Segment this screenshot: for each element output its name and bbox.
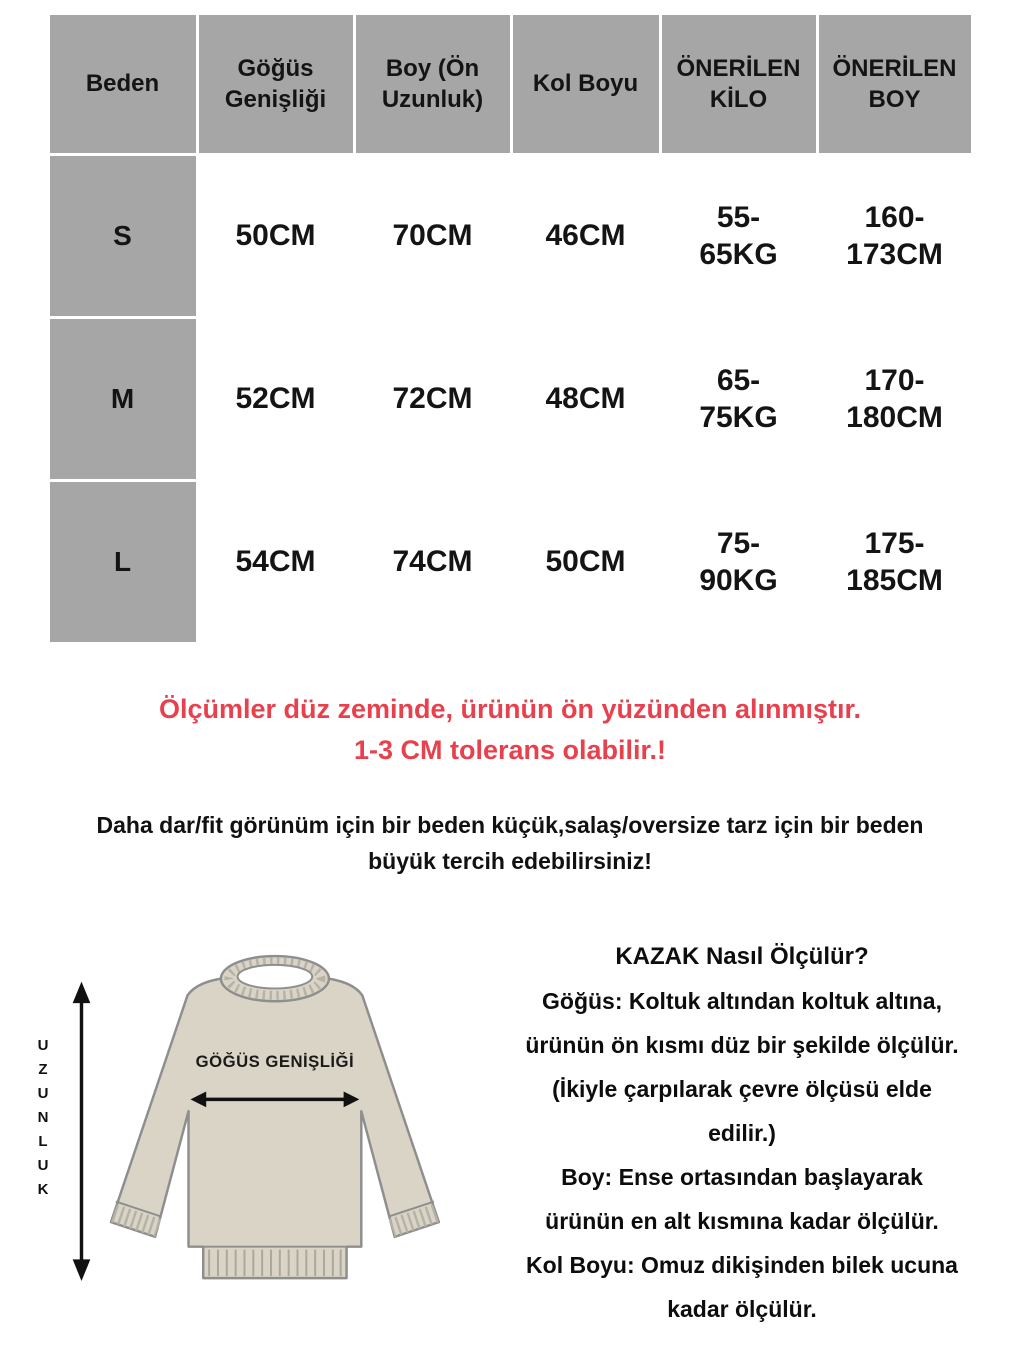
guide-line: Kol Boyu: Omuz dikişinden bilek ucuna	[526, 1252, 958, 1279]
guide-line: edilir.)	[708, 1120, 776, 1147]
header-suggested-weight: ÖNERİLEN KİLO	[662, 15, 816, 153]
chest-value-cell: 52CM	[199, 319, 353, 479]
sleeve-value-cell: 50CM	[513, 482, 659, 642]
guide-line: Boy: Ense ortasından başlayarak	[561, 1164, 923, 1191]
header-suggested-height: ÖNERİLEN BOY	[819, 15, 971, 153]
header-front-length: Boy (Ön Uzunluk)	[356, 15, 510, 153]
size-cell: S	[50, 156, 196, 316]
table-header-row	[50, 15, 971, 153]
sleeve-value-cell: 46CM	[513, 156, 659, 316]
height-value-cell: 175-185CM	[819, 482, 971, 642]
length-value-cell: 70CM	[356, 156, 510, 316]
weight-value-cell: 65-75KG	[662, 319, 816, 479]
weight-value-cell: 75-90KG	[662, 482, 816, 642]
guide-line: kadar ölçülür.	[667, 1296, 817, 1323]
size-cell: M	[50, 319, 196, 479]
header-chest-width: Göğüs Genişliği	[199, 15, 353, 153]
collar	[220, 956, 328, 1001]
table-row-size-l	[50, 482, 971, 642]
sweater-outline	[110, 956, 438, 1278]
guide-line: ürünün ön kısmı düz bir şekilde ölçülür.	[525, 1032, 959, 1059]
header-sleeve-length: Kol Boyu	[513, 15, 659, 153]
length-axis-label: UZUNLUK	[34, 1037, 52, 1206]
sweater-illustration	[54, 929, 486, 1313]
height-value-cell: 160-173CM	[819, 156, 971, 316]
fit-advice-note: Daha dar/fit görünüm için bir beden küçük,salaş/oversize tarz için bir beden büyük tercih edebilirsiniz!	[96, 812, 924, 874]
guide-line: (İkiyle çarpılarak çevre ölçüsü elde	[552, 1076, 932, 1103]
length-value-cell: 74CM	[356, 482, 510, 642]
length-value-cell: 72CM	[356, 319, 510, 479]
sweater-diagram	[0, 929, 490, 1313]
size-cell: L	[50, 482, 196, 642]
chest-width-label: GÖĞÜS GENİŞLİĞİ	[195, 1052, 354, 1072]
tolerance-note-line-2: 1-3 CM tolerans olabilir.!	[353, 734, 667, 765]
header-beden: Beden	[50, 15, 196, 153]
table-row-size-m	[50, 319, 971, 479]
guide-title: KAZAK Nasıl Ölçülür?	[615, 943, 869, 971]
height-value-cell: 170-180CM	[819, 319, 971, 479]
guide-line: ürünün en alt kısmına kadar ölçülür.	[545, 1208, 939, 1235]
chest-value-cell: 50CM	[199, 156, 353, 316]
sleeve-value-cell: 48CM	[513, 319, 659, 479]
tolerance-note	[0, 689, 1020, 770]
tolerance-note-line-1: Ölçümler düz zeminde, ürünün ön yüzünden alınmıştır.	[158, 694, 862, 724]
measure-guide	[490, 929, 1020, 1331]
table-row-size-s	[50, 156, 971, 316]
chest-value-cell: 54CM	[199, 482, 353, 642]
weight-value-cell: 55-65KG	[662, 156, 816, 316]
length-arrow	[72, 982, 90, 1281]
size-table	[47, 12, 974, 645]
guide-line: Göğüs: Koltuk altından koltuk altına,	[542, 988, 942, 1015]
measurement-section	[0, 929, 1020, 1331]
